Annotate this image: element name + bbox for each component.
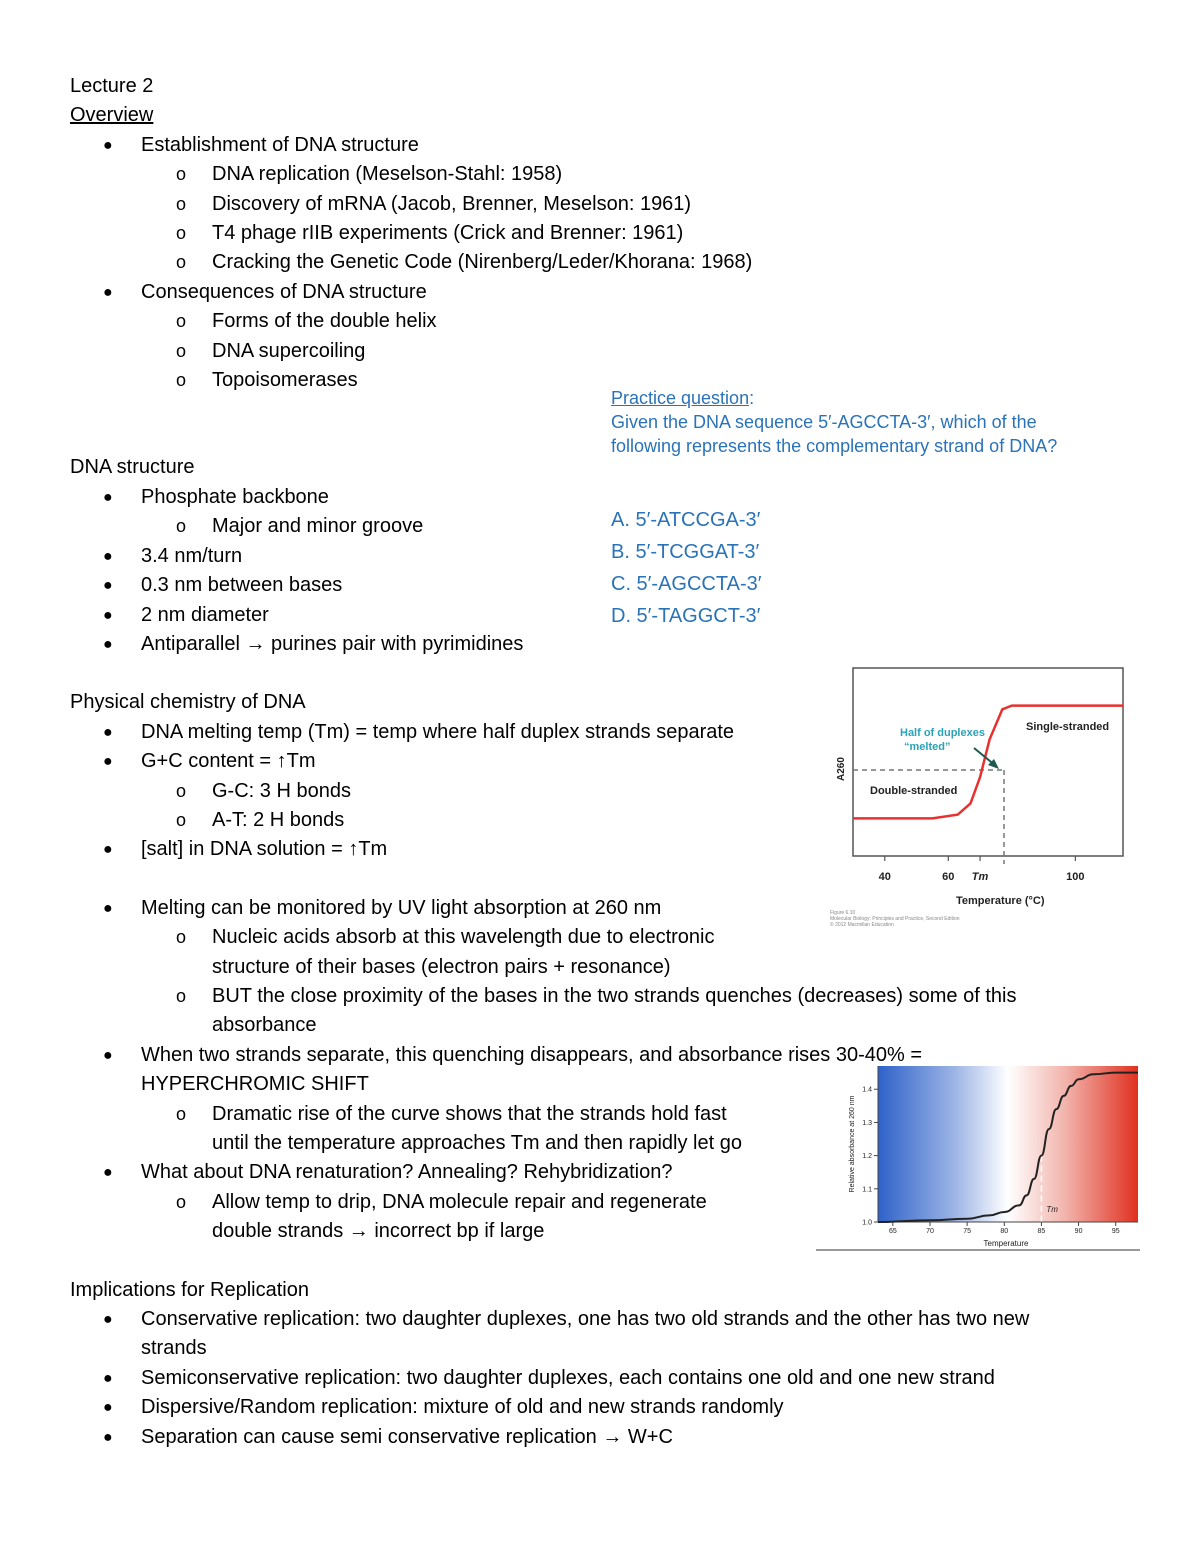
list-item: ● Separation can cause semi conservative replication → W+C [70,1423,1130,1452]
circle-bullet-icon: o [176,252,187,273]
overview-heading: Overview [70,104,154,127]
answer-option: B. 5′-TCGGAT-3′ [611,541,760,563]
bullet-icon: ● [103,899,113,917]
half-melted-label: Half of duplexes [900,727,985,739]
bullet-icon: ● [103,635,113,653]
list-subitem: o G-C: 3 H bonds [70,777,1130,806]
bullet-icon: ● [103,488,113,506]
circle-bullet-icon: o [176,780,187,801]
answer-option: D. 5′-TAGGCT-3′ [611,605,761,627]
practice-title: Practice question [611,388,750,408]
bullet-icon: ● [103,1399,113,1417]
x-axis-label: Temperature [983,1239,1029,1248]
list-item: ● Conservative replication: two daughter duplexes, one has two old strands and the other has two new [70,1305,1130,1334]
bullet-icon: ● [103,1311,113,1329]
circle-bullet-icon: o [176,1103,187,1124]
list-subitem: o Allow temp to drip, DNA molecule repair and regenerate [70,1188,1130,1217]
bullet-icon: ● [103,1369,113,1387]
y-tick-label: 1.3 [862,1119,872,1127]
x-tick-label: 100 [1066,871,1085,883]
list-subitem-continuation: absorbance [212,1014,317,1037]
list-subitem: o Major and minor groove [70,512,1130,541]
answer-option: C. 5′-AGCCTA-3′ [611,573,762,595]
bullet-icon: ● [103,753,113,771]
melting-curve-chart [816,664,1130,926]
circle-bullet-icon: o [176,340,187,361]
plot-frame [853,668,1123,856]
overview-subitem: o Discovery of mRNA (Jacob, Brenner, Meselson: 1961) [70,190,1130,219]
x-axis-label: Temperature (°C) [956,895,1045,907]
hyperchromic-shift-chart [816,1066,1140,1252]
x-tick-label: 95 [1111,1228,1120,1235]
list-item: ● Dispersive/Random replication: mixture of old and new strands randomly [70,1393,1130,1422]
list-subitem-continuation: structure of their bases (electron pairs + resonance) [212,955,671,978]
double-stranded-label: Double-stranded [870,785,958,797]
bullet-icon: ● [103,1046,113,1064]
answer-options [611,504,1131,632]
bullet-icon: ● [103,841,113,859]
y-tick-label: 1.4 [862,1086,872,1094]
lecture-title: Lecture 2 [70,75,154,97]
list-subitem: o BUT the close proximity of the bases in the two strands quenches (decreases) some of this [70,982,1130,1011]
figure-caption: Molecular Biology: Principles and Practice, Second Edition [830,916,960,922]
overview-item: ● Consequences of DNA structure [70,278,1130,307]
circle-bullet-icon: o [176,311,187,332]
overview-subitem: o DNA supercoiling [70,337,1130,366]
y-axis-label: A260 [836,757,847,781]
list-subitem: o A-T: 2 H bonds [70,806,1130,835]
list-item: ● Melting can be monitored by UV light absorption at 260 nm [70,894,1130,923]
bullet-icon: ● [103,577,113,595]
temperature-gradient-background [878,1066,1138,1222]
y-tick-label: 1.1 [862,1186,872,1194]
circle-bullet-icon: o [176,985,187,1006]
list-subitem-continuation: until the temperature approaches Tm and then rapidly let go [212,1132,742,1154]
list-item: ● When two strands separate, this quenching disappears, and absorbance rises 30-40% = [70,1041,1130,1070]
overview-subitem: o DNA replication (Meselson-Stahl: 1958) [70,160,1130,189]
bullet-icon: ● [103,283,113,301]
list-subitem: o Nucleic acids absorb at this wavelength due to electronic [70,923,1130,952]
list-item: ● Antiparallel → purines pair with pyrimidines [70,630,1130,659]
y-tick-label: 1.2 [862,1153,872,1161]
circle-bullet-icon: o [176,164,187,185]
answer-option: A. 5′-ATCCGA-3′ [611,509,761,531]
physical-chemistry-heading: Physical chemistry of DNA [70,691,306,714]
x-tick-label: 40 [878,871,891,883]
list-subitem: o Dramatic rise of the curve shows that the strands hold fast [70,1100,1130,1129]
bullet-icon: ● [103,723,113,741]
tm-label: Tm [1046,1205,1058,1214]
x-tick-label: 60 [942,871,955,883]
list-item: ● G+C content = ↑Tm [70,747,1130,776]
circle-bullet-icon: o [176,809,187,830]
x-tick-label: 90 [1074,1228,1083,1235]
figure-caption: Figure 6.10 [830,910,856,916]
x-tick-label: 85 [1037,1228,1046,1235]
list-item-continuation: HYPERCHROMIC SHIFT [141,1073,369,1096]
bullet-icon: ● [103,547,113,565]
list-subitem-continuation: double strands → incorrect bp if large [212,1220,545,1243]
list-item: ● [salt] in DNA solution = ↑Tm [70,835,1130,864]
x-tick-label: 75 [963,1228,972,1235]
replication-heading: Implications for Replication [70,1278,309,1301]
circle-bullet-icon: o [176,516,187,537]
dna-structure-heading: DNA structure [70,456,195,479]
overview-subitem: o Forms of the double helix [70,307,1130,336]
list-item: ● Semiconservative replication: two daughter duplexes, each contains one old and one new strand [70,1364,1130,1393]
list-item: ● DNA melting temp (Tm) = temp where half duplex strands separate [70,718,1130,747]
circle-bullet-icon: o [176,193,187,214]
list-item: ● 2 nm diameter [70,601,1130,630]
practice-question: Practice question: Given the DNA sequence 5′-AGCCTA-3′, which of the following represents the complementary strand of DNA? A. 5′-ATCCGA-3′ B. 5′-TCGGAT-3′ C. 5′-AGCCTA-3′ D. 5′-TAGGCT-3′ [611,386,1131,632]
list-item: ● 3.4 nm/turn [70,542,1130,571]
list-item-continuation: strands [141,1337,207,1360]
y-tick-label: 1.0 [862,1219,872,1227]
practice-question-text: Given the DNA sequence 5′-AGCCTA-3′, which of the [611,412,1037,432]
x-axis-ticks [879,856,1085,883]
half-melted-label: “melted” [904,741,951,753]
circle-bullet-icon: o [176,370,187,391]
x-tick-label: 80 [1000,1228,1009,1235]
bullet-icon: ● [103,606,113,624]
single-stranded-label: Single-stranded [1026,721,1110,733]
circle-bullet-icon: o [176,927,187,948]
bullet-icon: ● [103,1428,113,1446]
circle-bullet-icon: o [176,1191,187,1212]
list-item: ● What about DNA renaturation? Annealing? Rehybridization? [70,1158,1130,1187]
bullet-icon: ● [103,136,113,154]
practice-question-text: following represents the complementary strand of DNA? [611,436,1058,456]
list-item: ● Phosphate backbone [70,483,1130,512]
circle-bullet-icon: o [176,223,187,244]
x-tick-label: 65 [888,1228,897,1235]
overview-item: ● Establishment of DNA structure [70,131,1130,160]
overview-subitem: o Topoisomerases [70,366,1130,395]
figure-caption: © 2012 Macmillan Education [830,922,894,926]
x-tick-label: Tm [971,871,989,883]
y-axis-label: Relative absorbance at 260 nm [849,1095,856,1193]
list-item: ● 0.3 nm between bases [70,571,1130,600]
overview-subitem: o T4 phage rIIB experiments (Crick and Brenner: 1961) [70,219,1130,248]
bullet-icon: ● [103,1164,113,1182]
overview-subitem: o Cracking the Genetic Code (Nirenberg/Leder/Khorana: 1968) [70,248,1130,277]
x-tick-label: 70 [926,1228,934,1235]
